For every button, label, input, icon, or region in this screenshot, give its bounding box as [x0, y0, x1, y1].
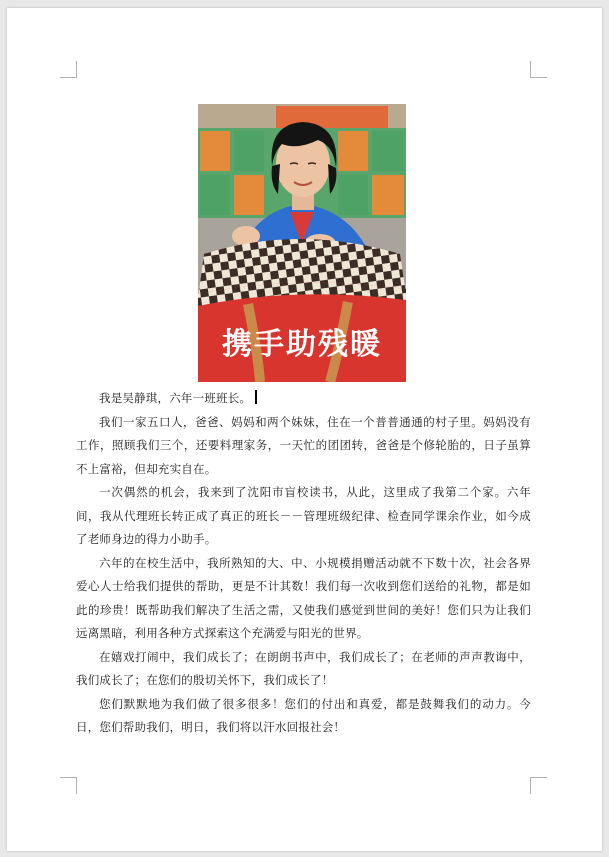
article-body[interactable] [76, 387, 531, 740]
margin-corner-bottom-right [530, 777, 547, 794]
paragraph-1: 我是吴静琪，六年一班班长。 [76, 387, 531, 411]
bag-banner-text: 携手助残暖 [222, 327, 382, 362]
paragraph-2: 我们一家五口人，爸爸、妈妈和两个妹妹，住在一个普普通通的村子里。妈妈没有工作，照顾我们三个，还要料理家务，一天忙的团团转，爸爸是个修轮胎的，日子虽算不上富裕，但却充实自在。 [76, 414, 531, 476]
text-cursor [255, 390, 257, 404]
margin-corner-bottom-left [60, 777, 77, 794]
paragraph-5: 在嬉戏打闹中，我们成长了；在朗朗书声中，我们成长了；在老师的声声教诲中，我们成长了；在您们的殷切关怀下，我们成长了！ [76, 649, 531, 687]
paragraph-4: 六年的在校生活中，我所熟知的大、中、小规模捐赠活动就不下数十次，社会各界爱心人士给我们提供的帮助，更是不计其数！我们每一次收到您们送给的礼物，都是如此的珍贵！既帮助我们解决了生活之需，又使我们感觉到世间的美好！您们只为让我们远离黑暗，利用各种方式探索这个充满爱与阳光的世界。 [76, 555, 531, 640]
margin-corner-top-left [60, 61, 77, 78]
paragraph-6: 您们默默地为我们做了很多很多！您们的付出和真爱，都是鼓舞我们的动力。今日，您们帮助我们，明日，我们将以汗水回报社会！ [76, 696, 531, 734]
paragraph-3: 一次偶然的机会，我来到了沈阳市盲校读书，从此，这里成了我第二个家。六年间，我从代理班长转正成了真正的班长－－管理班级纪律、检查同学课余作业，如今成了老师身边的得力小助手。 [76, 485, 531, 546]
margin-corner-top-right [530, 61, 547, 78]
document-page [7, 8, 602, 851]
student-photo[interactable] [198, 104, 406, 382]
